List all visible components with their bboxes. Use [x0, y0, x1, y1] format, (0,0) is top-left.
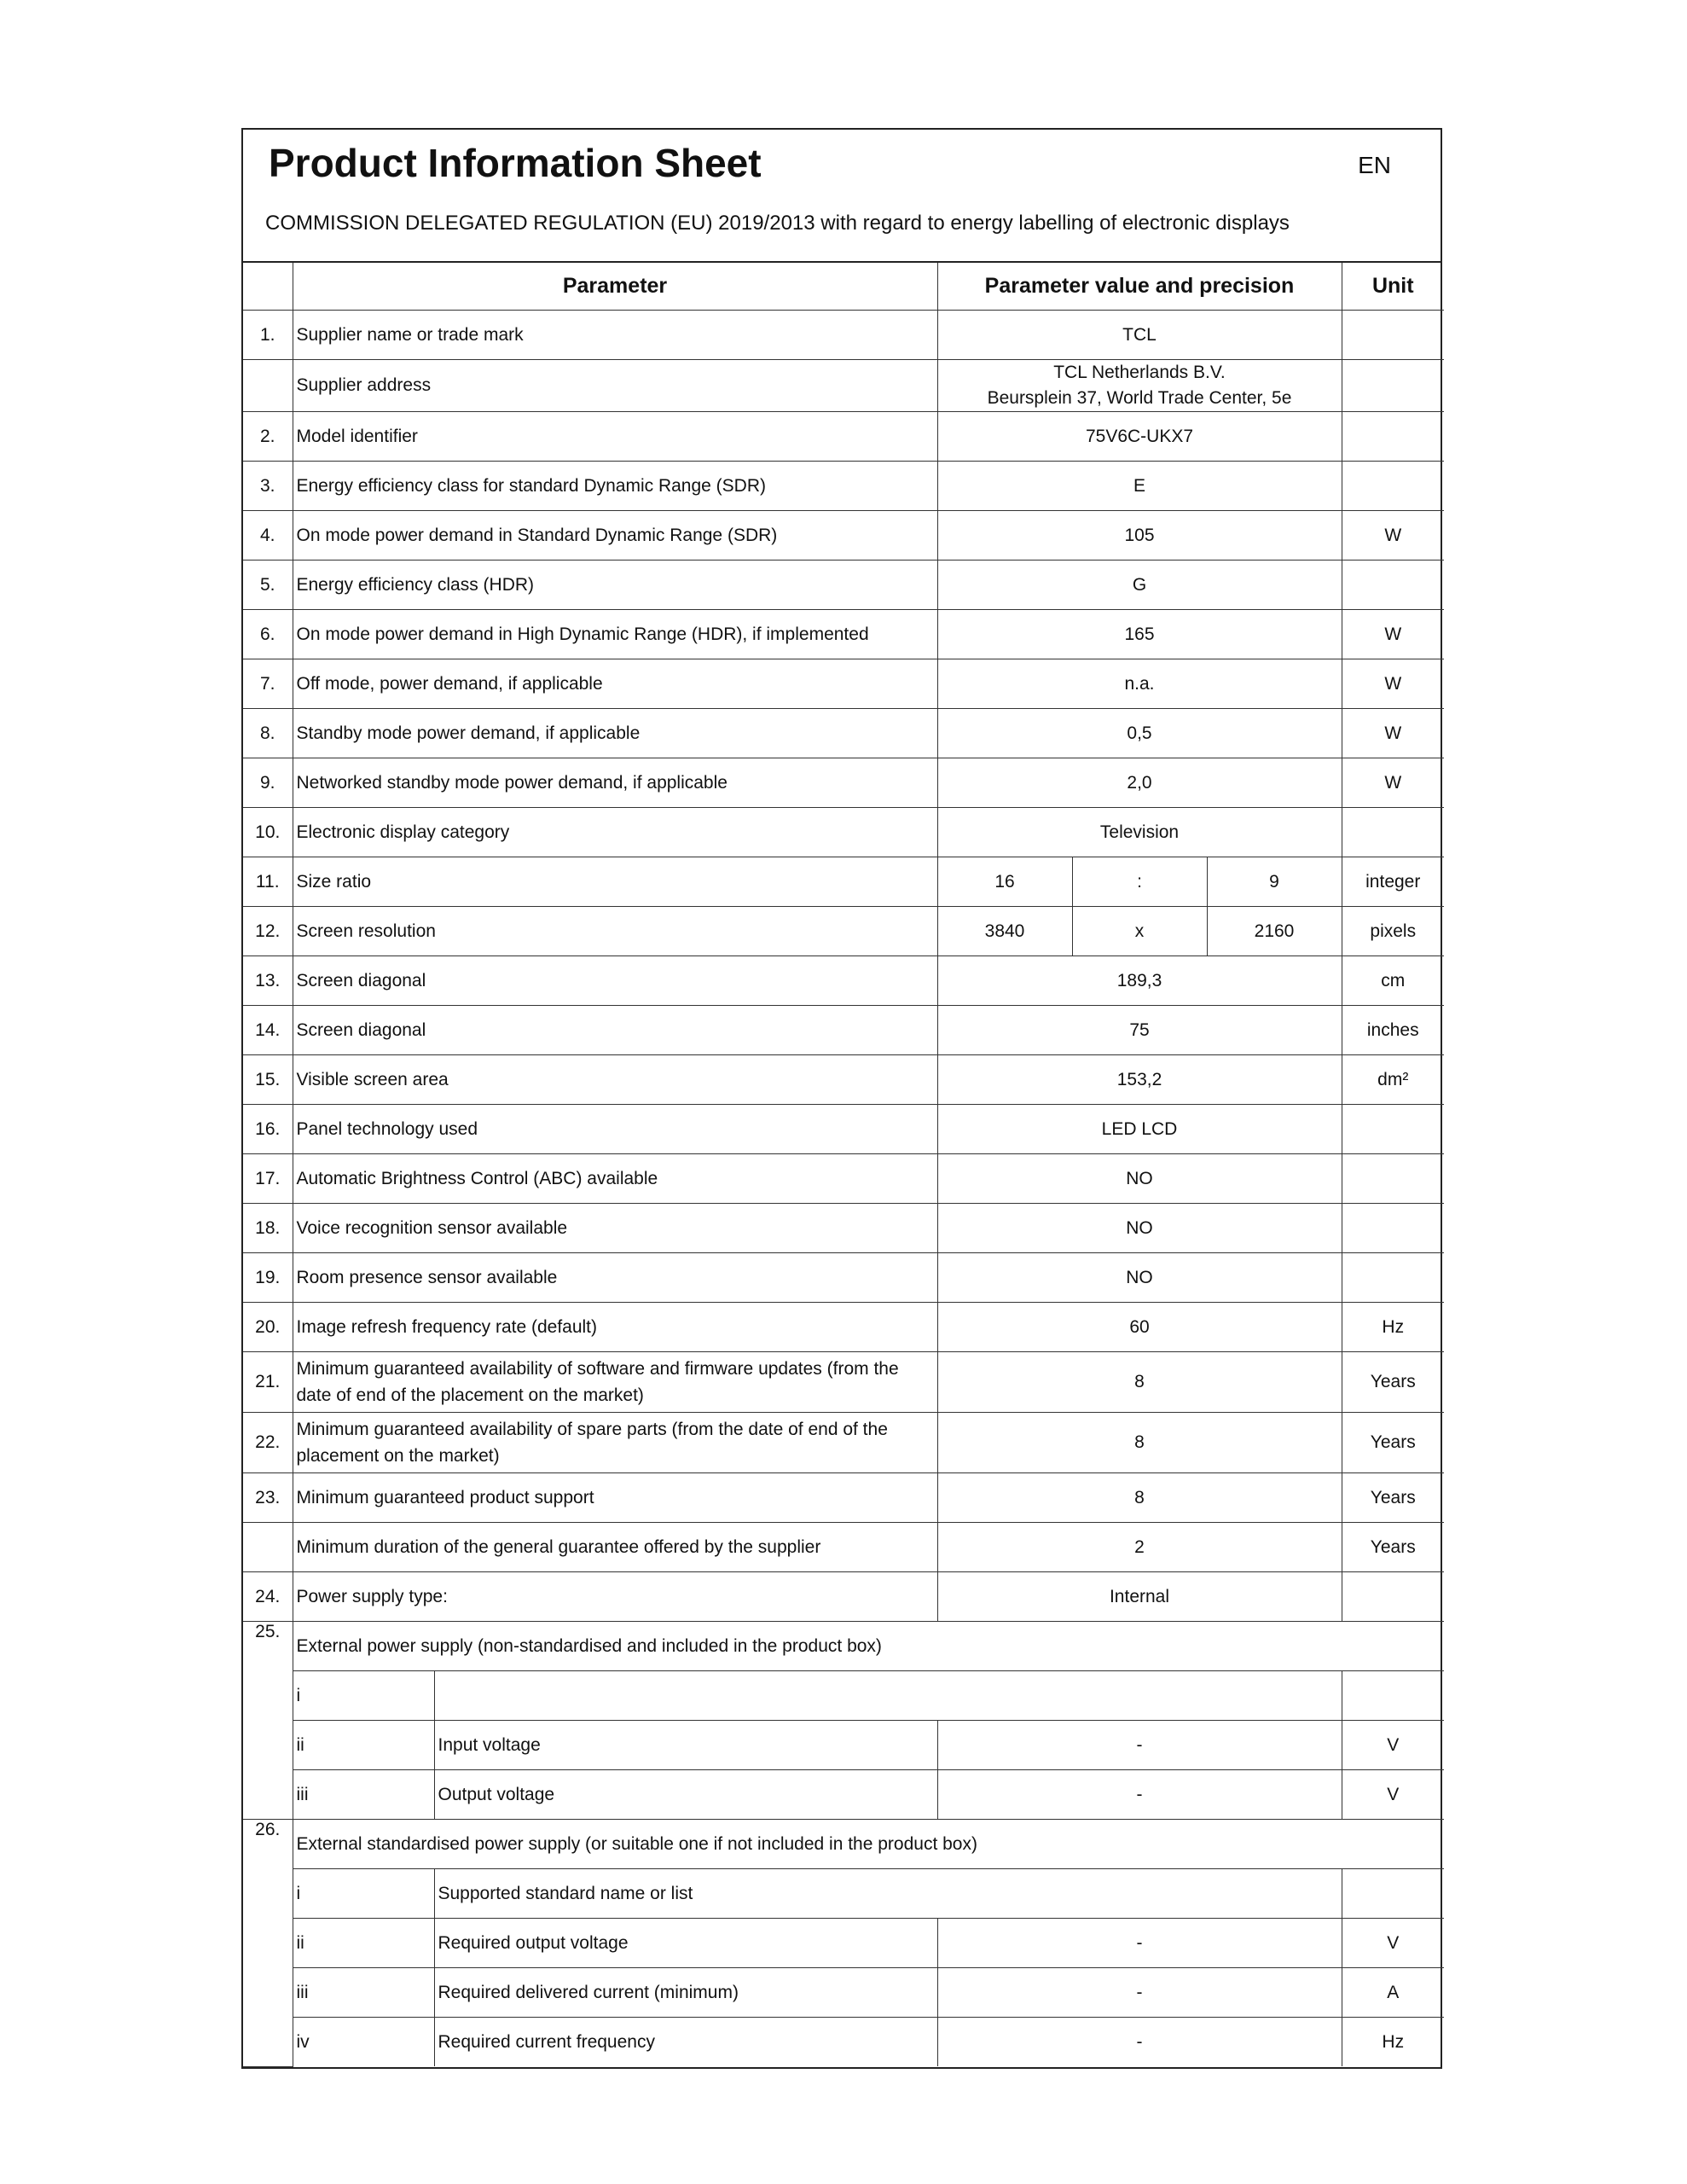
- table-row: [243, 1154, 1444, 1204]
- row-number: 19.: [243, 1253, 293, 1303]
- section-26-item-index: ii: [293, 1919, 434, 1968]
- parameter-table: [243, 263, 1444, 2067]
- row-number: 3.: [243, 462, 293, 511]
- table-row: [243, 1303, 1444, 1352]
- row-value-part1: 3840: [937, 907, 1072, 956]
- row-unit: [1342, 412, 1444, 462]
- table-row: [243, 610, 1444, 659]
- row-value-separator: :: [1072, 857, 1207, 907]
- section-26-item-value: -: [937, 1919, 1342, 1968]
- section-26-item-label: Required output voltage: [434, 1919, 937, 1968]
- row-value: NO: [937, 1204, 1342, 1253]
- section-25-item-unit: [1342, 1671, 1444, 1721]
- row-parameter-label: Minimum guaranteed product support: [293, 1473, 937, 1523]
- row-unit: dm²: [1342, 1055, 1444, 1105]
- section-26-item-row: [243, 1919, 1444, 1968]
- table-row: [243, 1413, 1444, 1473]
- table-row: [243, 1055, 1444, 1105]
- table-row: [243, 1006, 1444, 1055]
- row-unit: Hz: [1342, 1303, 1444, 1352]
- row-parameter-label: Minimum guaranteed availability of spare parts (from the date of end of the placement on the market): [293, 1413, 937, 1473]
- row-value: 189,3: [937, 956, 1342, 1006]
- row-value: Internal: [937, 1572, 1342, 1622]
- row-parameter-label: Screen diagonal: [293, 956, 937, 1006]
- section-25-item-value: -: [937, 1721, 1342, 1770]
- section-26-item-row: [243, 1869, 1444, 1919]
- section-25-item-unit: V: [1342, 1721, 1444, 1770]
- row-parameter-label: Screen resolution: [293, 907, 937, 956]
- section-26-item-unit: [1342, 1869, 1444, 1919]
- row-unit: [1342, 311, 1444, 360]
- row-parameter-label: Panel technology used: [293, 1105, 937, 1154]
- row-value: 165: [937, 610, 1342, 659]
- row-number: 15.: [243, 1055, 293, 1105]
- row-number: 21.: [243, 1352, 293, 1413]
- row-number: 9.: [243, 758, 293, 808]
- row-parameter-label: Size ratio: [293, 857, 937, 907]
- row-value: TCL: [937, 311, 1342, 360]
- row-number: 12.: [243, 907, 293, 956]
- row-number: [243, 1523, 293, 1572]
- row-unit: W: [1342, 758, 1444, 808]
- row-value: 75: [937, 1006, 1342, 1055]
- regulation-subtitle: COMMISSION DELEGATED REGULATION (EU) 2019/2013 with regard to energy labelling of electronic displays: [265, 212, 1290, 235]
- table-row: [243, 1473, 1444, 1523]
- row-parameter-label: Automatic Brightness Control (ABC) available: [293, 1154, 937, 1204]
- row-value-part2: 9: [1207, 857, 1342, 907]
- row-number: 4.: [243, 511, 293, 561]
- section-26-number: 26.: [243, 1820, 293, 2067]
- row-value: 75V6C-UKX7: [937, 412, 1342, 462]
- row-number: [243, 360, 293, 412]
- row-parameter-label: Minimum duration of the general guarantee offered by the supplier: [293, 1523, 937, 1572]
- table-row: [243, 857, 1444, 907]
- row-parameter-label: Supplier address: [293, 360, 937, 412]
- row-number: 14.: [243, 1006, 293, 1055]
- row-parameter-label: On mode power demand in Standard Dynamic Range (SDR): [293, 511, 937, 561]
- section-26-title: External standardised power supply (or suitable one if not included in the product box): [293, 1820, 1444, 1869]
- row-value: 105: [937, 511, 1342, 561]
- row-value-part2: 2160: [1207, 907, 1342, 956]
- section-25-item-label: Output voltage: [434, 1770, 937, 1820]
- row-parameter-label: Electronic display category: [293, 808, 937, 857]
- section-25-item-index: i: [293, 1671, 434, 1721]
- section-26-item-label: Required current frequency: [434, 2018, 937, 2067]
- section-25-title-row: [243, 1622, 1444, 1671]
- table-row: [243, 808, 1444, 857]
- section-25-item-row: [243, 1770, 1444, 1820]
- row-unit: [1342, 808, 1444, 857]
- table-row: [243, 956, 1444, 1006]
- row-parameter-label: Energy efficiency class (HDR): [293, 561, 937, 610]
- supplier-address-line2: Beursplein 37, World Trade Center, 5e: [987, 388, 1292, 408]
- sheet-header: [243, 130, 1441, 263]
- row-value: 60: [937, 1303, 1342, 1352]
- table-row: [243, 659, 1444, 709]
- section-26-item-index: iv: [293, 2018, 434, 2067]
- row-value: 0,5: [937, 709, 1342, 758]
- header-value: Parameter value and precision: [937, 263, 1342, 311]
- table-row: [243, 1105, 1444, 1154]
- table-row: [243, 412, 1444, 462]
- section-26-item-row: [243, 2018, 1444, 2067]
- row-unit: Years: [1342, 1473, 1444, 1523]
- section-25-number: 25.: [243, 1622, 293, 1820]
- row-number: 16.: [243, 1105, 293, 1154]
- row-number: 6.: [243, 610, 293, 659]
- row-unit: pixels: [1342, 907, 1444, 956]
- row-value: NO: [937, 1253, 1342, 1303]
- row-unit: Years: [1342, 1413, 1444, 1473]
- row-unit: [1342, 1154, 1444, 1204]
- row-value: [937, 360, 1342, 412]
- row-value-part1: 16: [937, 857, 1072, 907]
- row-parameter-label: Minimum guaranteed availability of software and firmware updates (from the date of end of the placement on the market): [293, 1352, 937, 1413]
- row-number: 2.: [243, 412, 293, 462]
- section-25-item-label: Input voltage: [434, 1721, 937, 1770]
- table-row: [243, 709, 1444, 758]
- row-unit: [1342, 1253, 1444, 1303]
- table-header-row: [243, 263, 1444, 311]
- section-26-item-value: -: [937, 1968, 1342, 2018]
- row-unit: [1342, 462, 1444, 511]
- row-number: 18.: [243, 1204, 293, 1253]
- section-26-item-label: Required delivered current (minimum): [434, 1968, 937, 2018]
- row-value: 8: [937, 1352, 1342, 1413]
- row-unit: integer: [1342, 857, 1444, 907]
- row-unit: [1342, 360, 1444, 412]
- section-26-item-value: -: [937, 2018, 1342, 2067]
- table-row: [243, 1253, 1444, 1303]
- page-title: Product Information Sheet: [269, 141, 762, 185]
- section-25-item-index: ii: [293, 1721, 434, 1770]
- row-value-separator: x: [1072, 907, 1207, 956]
- section-26-item-index: iii: [293, 1968, 434, 2018]
- section-25-title: External power supply (non-standardised and included in the product box): [293, 1622, 1444, 1671]
- section-26-item-label: Supported standard name or list: [434, 1869, 1342, 1919]
- row-unit: W: [1342, 659, 1444, 709]
- row-unit: Years: [1342, 1523, 1444, 1572]
- row-value: n.a.: [937, 659, 1342, 709]
- section-25-item-value: -: [937, 1770, 1342, 1820]
- row-parameter-label: Energy efficiency class for standard Dynamic Range (SDR): [293, 462, 937, 511]
- row-number: 8.: [243, 709, 293, 758]
- row-value: Television: [937, 808, 1342, 857]
- row-number: 1.: [243, 311, 293, 360]
- header-parameter: Parameter: [293, 263, 937, 311]
- table-row: [243, 1572, 1444, 1622]
- row-value: 2,0: [937, 758, 1342, 808]
- row-value: LED LCD: [937, 1105, 1342, 1154]
- section-26-title-row: [243, 1820, 1444, 1869]
- row-value: 2: [937, 1523, 1342, 1572]
- section-25-item-row: [243, 1721, 1444, 1770]
- row-unit: W: [1342, 709, 1444, 758]
- row-parameter-label: Voice recognition sensor available: [293, 1204, 937, 1253]
- table-row: [243, 462, 1444, 511]
- section-26-item-row: [243, 1968, 1444, 2018]
- table-row: [243, 1352, 1444, 1413]
- section-25-item-unit: V: [1342, 1770, 1444, 1820]
- section-25-item-row: [243, 1671, 1444, 1721]
- section-26-item-unit: V: [1342, 1919, 1444, 1968]
- row-parameter-label: Model identifier: [293, 412, 937, 462]
- row-number: 10.: [243, 808, 293, 857]
- product-information-sheet: [241, 128, 1442, 2069]
- row-parameter-label: Screen diagonal: [293, 1006, 937, 1055]
- row-unit: Years: [1342, 1352, 1444, 1413]
- row-parameter-label: On mode power demand in High Dynamic Range (HDR), if implemented: [293, 610, 937, 659]
- row-unit: [1342, 1204, 1444, 1253]
- row-parameter-label: Visible screen area: [293, 1055, 937, 1105]
- row-number: 13.: [243, 956, 293, 1006]
- row-number: 22.: [243, 1413, 293, 1473]
- table-row: [243, 1204, 1444, 1253]
- row-unit: inches: [1342, 1006, 1444, 1055]
- row-number: 20.: [243, 1303, 293, 1352]
- row-parameter-label: Off mode, power demand, if applicable: [293, 659, 937, 709]
- row-number: 7.: [243, 659, 293, 709]
- row-value: 8: [937, 1413, 1342, 1473]
- row-parameter-label: Power supply type:: [293, 1572, 937, 1622]
- row-parameter-label: Standby mode power demand, if applicable: [293, 709, 937, 758]
- table-row: [243, 758, 1444, 808]
- section-26-item-unit: Hz: [1342, 2018, 1444, 2067]
- row-unit: [1342, 1572, 1444, 1622]
- table-row: [243, 561, 1444, 610]
- row-number: 5.: [243, 561, 293, 610]
- row-unit: [1342, 561, 1444, 610]
- row-value: NO: [937, 1154, 1342, 1204]
- row-value: 153,2: [937, 1055, 1342, 1105]
- row-parameter-label: Networked standby mode power demand, if applicable: [293, 758, 937, 808]
- row-parameter-label: Supplier name or trade mark: [293, 311, 937, 360]
- row-number: 23.: [243, 1473, 293, 1523]
- language-code: EN: [1358, 152, 1391, 178]
- row-parameter-label: Room presence sensor available: [293, 1253, 937, 1303]
- row-number: 17.: [243, 1154, 293, 1204]
- table-row: [243, 907, 1444, 956]
- row-number: 11.: [243, 857, 293, 907]
- row-unit: [1342, 1105, 1444, 1154]
- row-value: 8: [937, 1473, 1342, 1523]
- section-26-item-unit: A: [1342, 1968, 1444, 2018]
- section-26-item-index: i: [293, 1869, 434, 1919]
- row-unit: W: [1342, 610, 1444, 659]
- row-unit: cm: [1342, 956, 1444, 1006]
- table-row: [243, 360, 1444, 412]
- header-num-cell: [243, 263, 293, 311]
- row-value: G: [937, 561, 1342, 610]
- row-parameter-label: Image refresh frequency rate (default): [293, 1303, 937, 1352]
- row-value: E: [937, 462, 1342, 511]
- supplier-address-line1: TCL Netherlands B.V.: [1053, 363, 1226, 382]
- section-25-item-index: iii: [293, 1770, 434, 1820]
- row-unit: W: [1342, 511, 1444, 561]
- section-25-item-label: [434, 1671, 1342, 1721]
- row-number: 24.: [243, 1572, 293, 1622]
- table-row: [243, 311, 1444, 360]
- table-row: [243, 1523, 1444, 1572]
- header-unit: Unit: [1342, 263, 1444, 311]
- table-row: [243, 511, 1444, 561]
